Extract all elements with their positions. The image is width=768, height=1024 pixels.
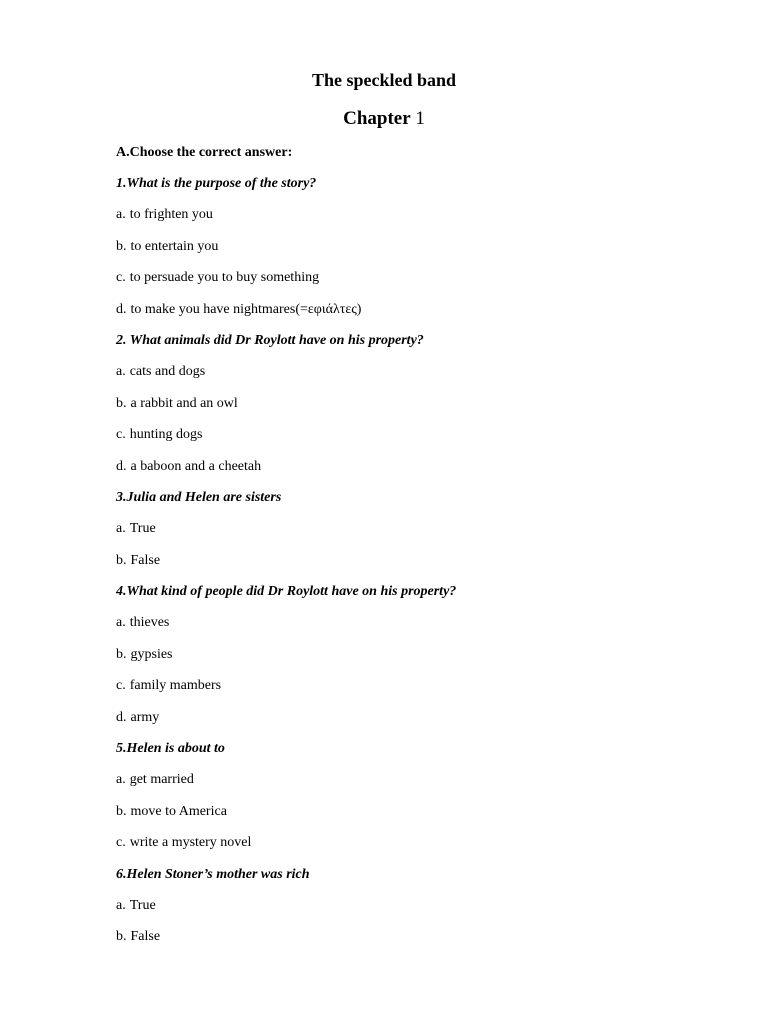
option-text: False <box>130 552 161 568</box>
option-letter: a. <box>116 615 126 631</box>
option-letter: a. <box>116 772 126 788</box>
option-letter: a. <box>116 207 126 223</box>
question-5: 5.Helen is about to <box>116 741 225 757</box>
option-letter: b. <box>116 238 127 254</box>
answer-option <box>116 269 736 300</box>
answer-option <box>116 458 736 489</box>
option-text: write a mystery novel <box>129 835 252 851</box>
option-text: False <box>130 929 161 945</box>
option-text: gypsies <box>130 646 173 662</box>
question-3: 3.Julia and Helen are sisters <box>116 489 282 505</box>
option-text: thieves <box>129 615 170 631</box>
section-heading: A.Choose the correct answer: <box>116 145 293 160</box>
answer-option <box>116 301 736 332</box>
answer-option <box>116 771 736 802</box>
option-text: a rabbit and an owl <box>130 395 238 411</box>
answer-option <box>116 363 736 394</box>
option-text: hunting dogs <box>129 427 203 443</box>
option-letter: b. <box>116 646 127 662</box>
option-letter: c. <box>116 270 126 286</box>
option-letter: c. <box>116 678 126 694</box>
option-letter: d. <box>116 458 127 474</box>
option-text: to entertain you <box>130 238 219 254</box>
option-text: to persuade you to buy something <box>129 270 320 286</box>
question-4: 4.What kind of people did Dr Roylott have on his property? <box>116 584 457 600</box>
option-text: family mambers <box>129 678 222 694</box>
answer-option <box>116 646 736 677</box>
chapter-number: 1 <box>415 108 425 129</box>
answer-option <box>116 552 736 583</box>
answer-option <box>116 426 736 457</box>
answer-option <box>116 520 736 551</box>
option-text: True <box>129 521 156 537</box>
chapter-word: Chapter <box>343 108 411 129</box>
answer-option <box>116 709 736 740</box>
option-letter: b. <box>116 395 127 411</box>
question-2: 2. What animals did Dr Roylott have on his property? <box>116 332 424 348</box>
option-text: cats and dogs <box>129 364 206 380</box>
option-text: move to America <box>130 803 227 819</box>
chapter-heading <box>0 107 768 131</box>
option-letter: d. <box>116 709 127 725</box>
answer-option <box>116 206 736 237</box>
option-letter: a. <box>116 897 126 913</box>
option-text: to make you have nightmares(=εφιάλτες) <box>130 301 362 317</box>
question-1: 1.What is the purpose of the story? <box>116 176 317 191</box>
option-text: a baboon and a cheetah <box>130 458 262 474</box>
option-text: to frighten you <box>129 207 213 223</box>
answer-option <box>116 803 736 834</box>
option-text: True <box>129 897 156 913</box>
option-letter: c. <box>116 835 126 851</box>
answer-option <box>116 897 736 928</box>
answer-option <box>116 834 736 865</box>
answer-option <box>116 677 736 708</box>
answer-option <box>116 395 736 426</box>
option-letter: a. <box>116 521 126 537</box>
option-letter: b. <box>116 552 127 568</box>
question-list <box>116 175 736 960</box>
option-letter: d. <box>116 301 127 317</box>
option-text: army <box>130 709 160 725</box>
answer-option <box>116 238 736 269</box>
option-letter: c. <box>116 427 126 443</box>
option-text: get married <box>129 772 194 788</box>
option-letter: a. <box>116 364 126 380</box>
answer-option <box>116 614 736 645</box>
answer-option <box>116 928 736 959</box>
question-6: 6.Helen Stoner’s mother was rich <box>116 866 310 882</box>
option-letter: b. <box>116 803 127 819</box>
option-letter: b. <box>116 929 127 945</box>
page-title: The speckled band <box>311 70 457 90</box>
